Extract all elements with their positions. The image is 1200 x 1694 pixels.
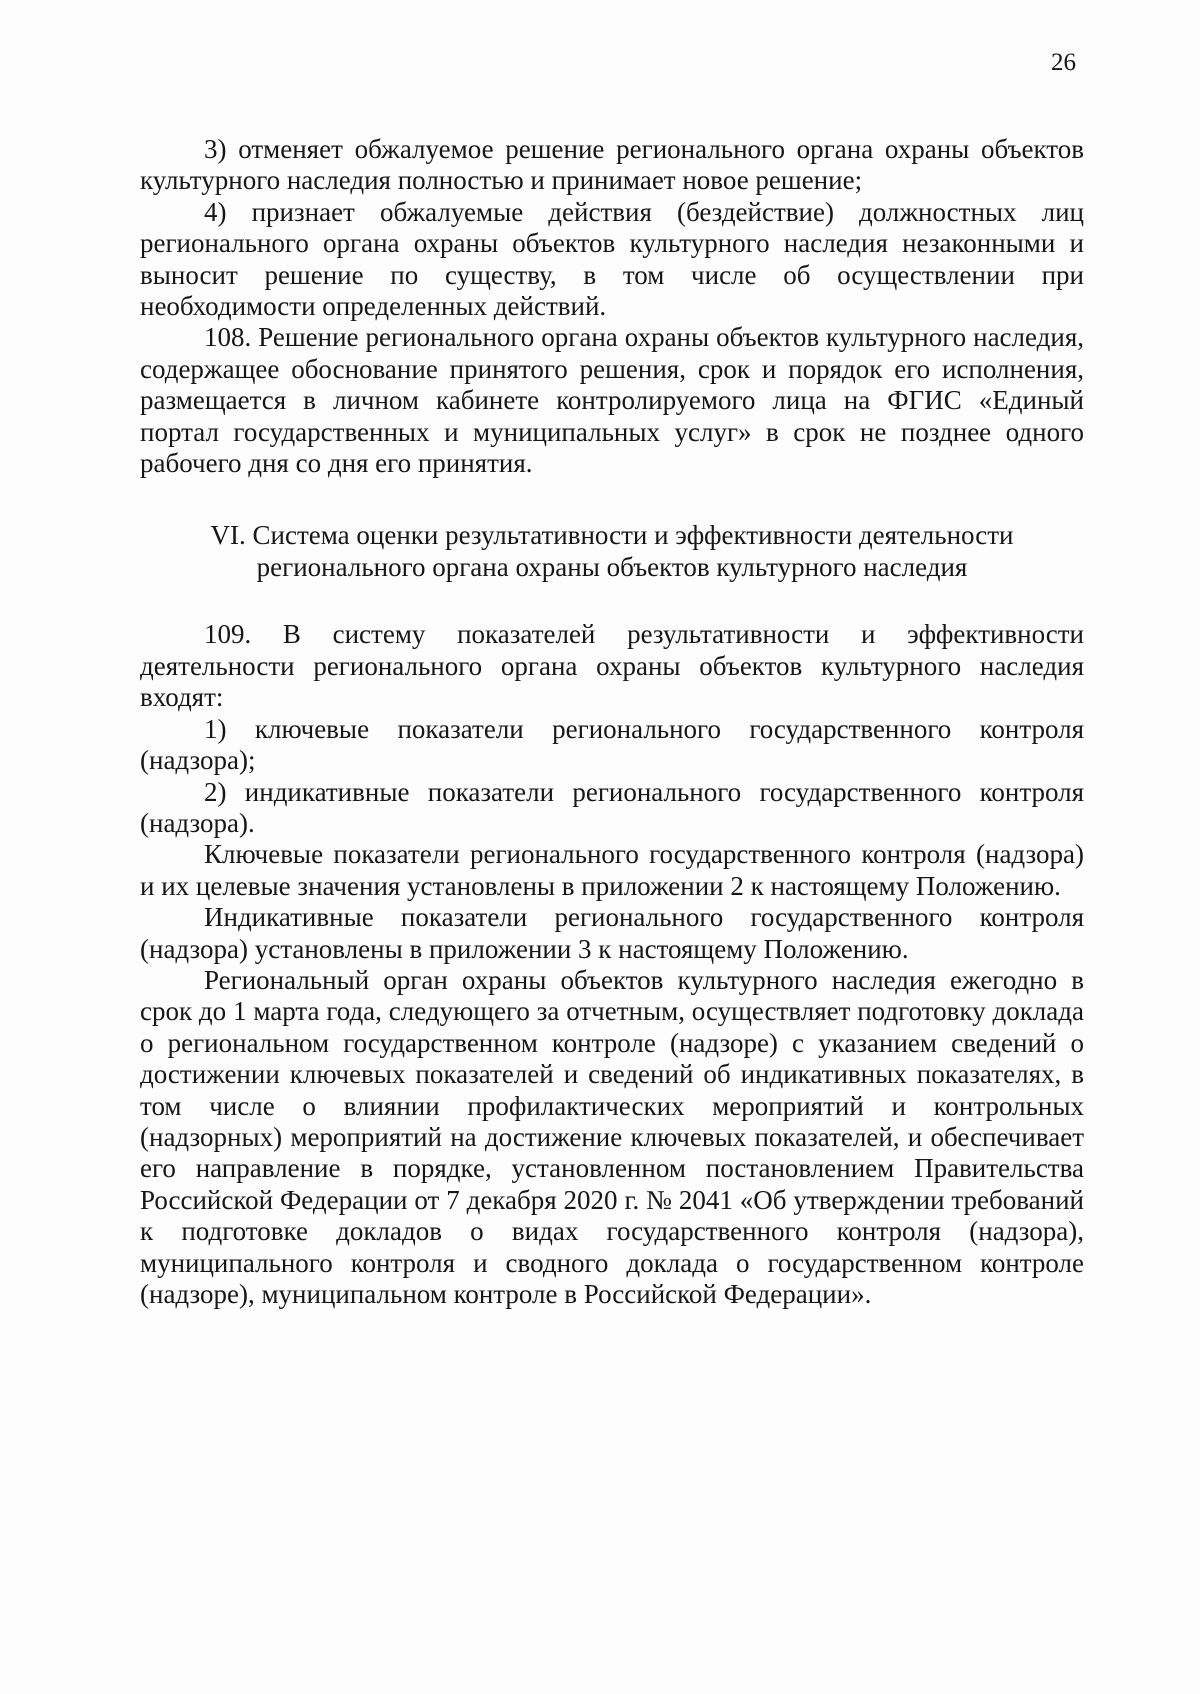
paragraph-key-indicators: Ключевые показатели регионального государственного контроля (надзора) и их целевые значения установлены в приложении 2 к настоящему Положению.: [140, 839, 1084, 901]
paragraph-annual-report: Региональный орган охраны объектов культурного наследия ежегодно в срок до 1 марта года, следующего за отчетным, осуществляет подготовку доклада о региональном государственном контроле (надзоре) с указанием сведений о достижении ключевых показателей и сведений об индикативных показателях, в том числе о влиянии профилактических мероприятий и контрольных (надзорных) мероприятий на достижение ключевых показателей, и обеспечивает его направление в порядке, установленном постановлением Правительства Российской Федерации от 7 декабря 2020 г. № 2041 «Об утверждении требований к подготовке докладов о видах государственного контроля (надзора), муниципального контроля и сводного доклада о государственном контроле (надзоре), муниципальном контроле в Российской Федерации».: [140, 964, 1084, 1309]
section-heading-line-1: VI. Система оценки результативности и эффективности деятельности: [210, 520, 1014, 551]
paragraph-109: 109. В систему показателей результативности и эффективности деятельности регионального органа охраны объектов культурного наследия входят:: [140, 619, 1084, 713]
paragraph-108: 108. Решение регионального органа охраны объектов культурного наследия, содержащее обоснование принятого решения, срок и порядок его исполнения, размещается в личном кабинете контролируемого лица на ФГИС «Единый портал государственных и муниципальных услуг» в срок не позднее одного рабочего дня со дня его принятия.: [140, 322, 1084, 479]
paragraph-indicative-indicators: Индикативные показатели регионального государственного контроля (надзора) установлены в приложении 3 к настоящему Положению.: [140, 902, 1084, 964]
paragraph-list-item-2: 2) индикативные показатели регионального государственного контроля (надзора).: [140, 776, 1084, 838]
section-heading-line-2: регионального органа охраны объектов культурного наследия: [256, 552, 968, 583]
document-body: [140, 134, 1084, 1310]
paragraph-item-4: 4) признает обжалуемые действия (бездействие) должностных лиц регионального органа охраны объектов культурного наследия незаконными и выносит решение по существу, в том числе об осуществлении при необходимости определенных действий.: [140, 196, 1084, 322]
paragraph-list-item-1: 1) ключевые показатели регионального государственного контроля (надзора);: [140, 713, 1084, 776]
page-number: 26: [1051, 49, 1076, 76]
paragraph-item-3: 3) отменяет обжалуемое решение регионального органа охраны объектов культурного наследия полностью и принимает новое решение;: [140, 134, 1084, 196]
section-heading: [140, 519, 1084, 583]
